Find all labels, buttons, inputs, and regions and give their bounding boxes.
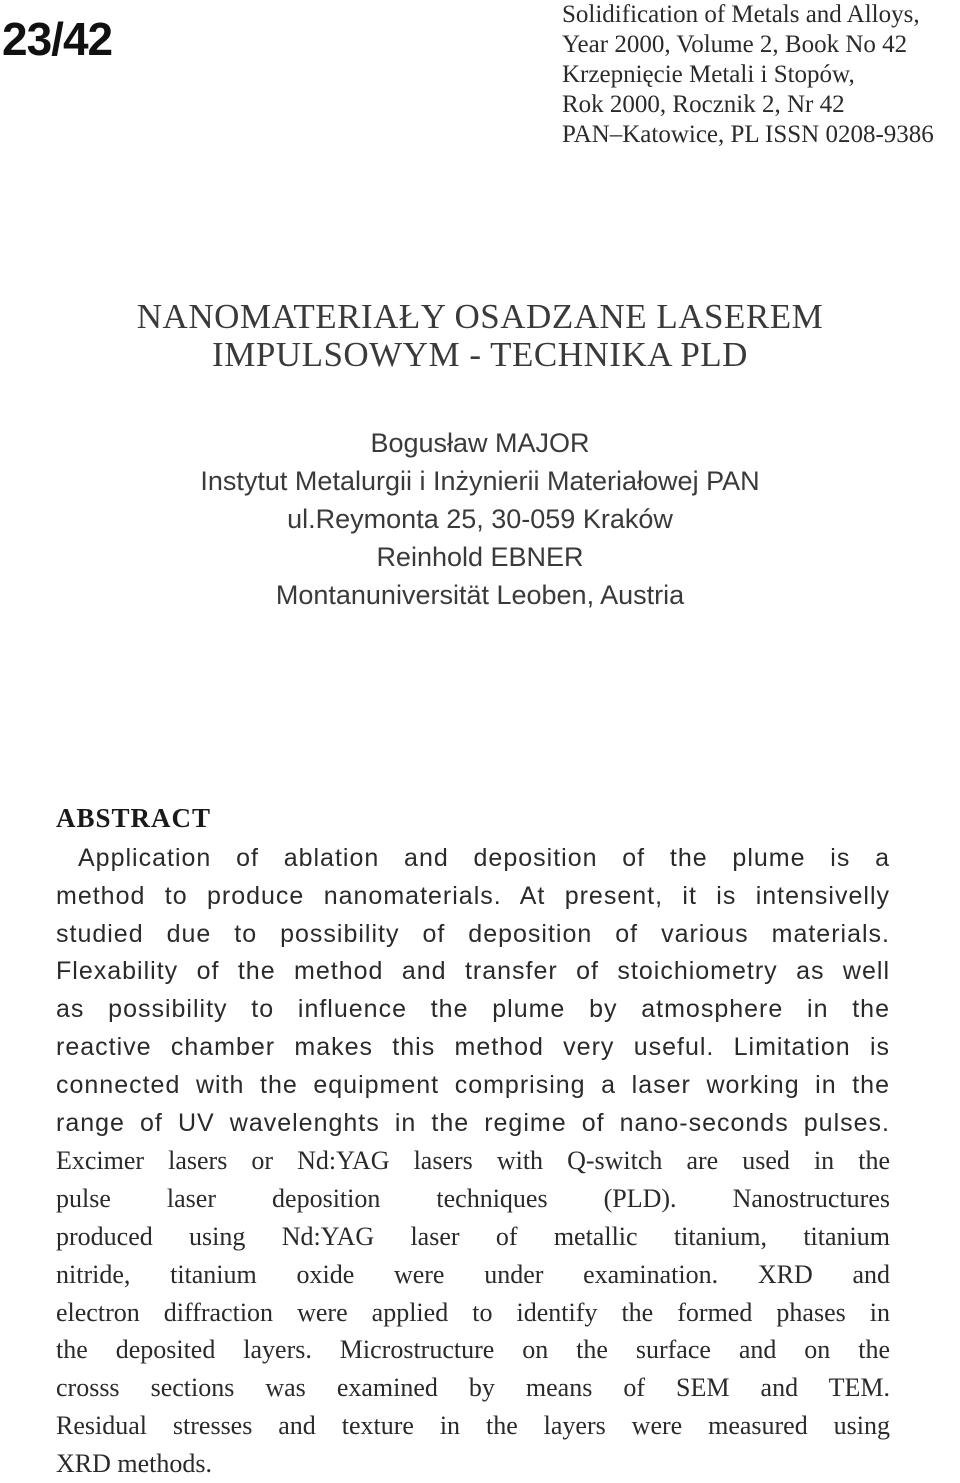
author-affiliation: Instytut Metalurgii i Inżynierii Materiałowej PAN — [200, 466, 760, 496]
abstract-line: the deposited layers. Microstructure on the surface and on the — [56, 1335, 890, 1365]
abstract-line: Flexability of the method and transfer of stoichiometry as well — [56, 957, 890, 986]
abstract-line: studied due to possibility of deposition of various materials. — [56, 919, 890, 948]
page-number: 23/42 — [2, 13, 113, 65]
abstract-line: electron diffraction were applied to identify the formed phases in — [56, 1297, 890, 1327]
abstract-line: range of UV wavelenghts in the regime of nano-seconds pulses. — [56, 1108, 890, 1137]
journal-line: Krzepnięcie Metali i Stopów, — [562, 61, 855, 88]
journal-line: PAN–Katowice, PL ISSN 0208-9386 — [562, 121, 934, 148]
abstract-line: connected with the equipment comprising a laser working in the — [56, 1070, 890, 1099]
journal-line: Year 2000, Volume 2, Book No 42 — [562, 31, 908, 58]
author-block — [0, 424, 960, 614]
abstract-body — [56, 840, 890, 1483]
abstract-line: crosss sections was examined by means of SEM and TEM. — [56, 1373, 890, 1403]
abstract-line: reactive chamber makes this method very useful. Limitation is — [56, 1032, 890, 1061]
paper-title — [0, 298, 960, 374]
title-line: IMPULSOWYM - TECHNIKA PLD — [212, 335, 748, 374]
abstract-line: Residual stresses and texture in the layers were measured using — [56, 1410, 890, 1440]
journal-citation — [562, 0, 958, 150]
author-name: Bogusław MAJOR — [370, 428, 590, 458]
abstract-heading: ABSTRACT — [56, 803, 212, 833]
abstract-line: produced using Nd:YAG laser of metallic titanium, titanium — [56, 1221, 890, 1251]
author-address: ul.Reymonta 25, 30-059 Kraków — [287, 504, 673, 534]
author-name: Reinhold EBNER — [376, 542, 584, 572]
abstract-line: Excimer lasers or Nd:YAG lasers with Q-switch are used in the — [56, 1146, 890, 1176]
abstract-line: method to produce nanomaterials. At present, it is intensivelly — [56, 881, 890, 910]
journal-line: Solidification of Metals and Alloys, — [562, 1, 920, 28]
abstract-line: as possibility to influence the plume by atmosphere in the — [56, 995, 890, 1024]
abstract-line: pulse laser deposition techniques (PLD). Nanostructures — [56, 1184, 890, 1214]
journal-line: Rok 2000, Rocznik 2, Nr 42 — [562, 91, 845, 118]
abstract-line: Application of ablation and deposition of the plume is a — [78, 844, 890, 872]
title-line: NANOMATERIAŁY OSADZANE LASEREM — [136, 297, 824, 336]
author-affiliation: Montanuniversität Leoben, Austria — [275, 580, 685, 610]
abstract-line: XRD methods. — [56, 1448, 212, 1478]
abstract-line: nitride, titanium oxide were under examination. XRD and — [56, 1259, 890, 1289]
